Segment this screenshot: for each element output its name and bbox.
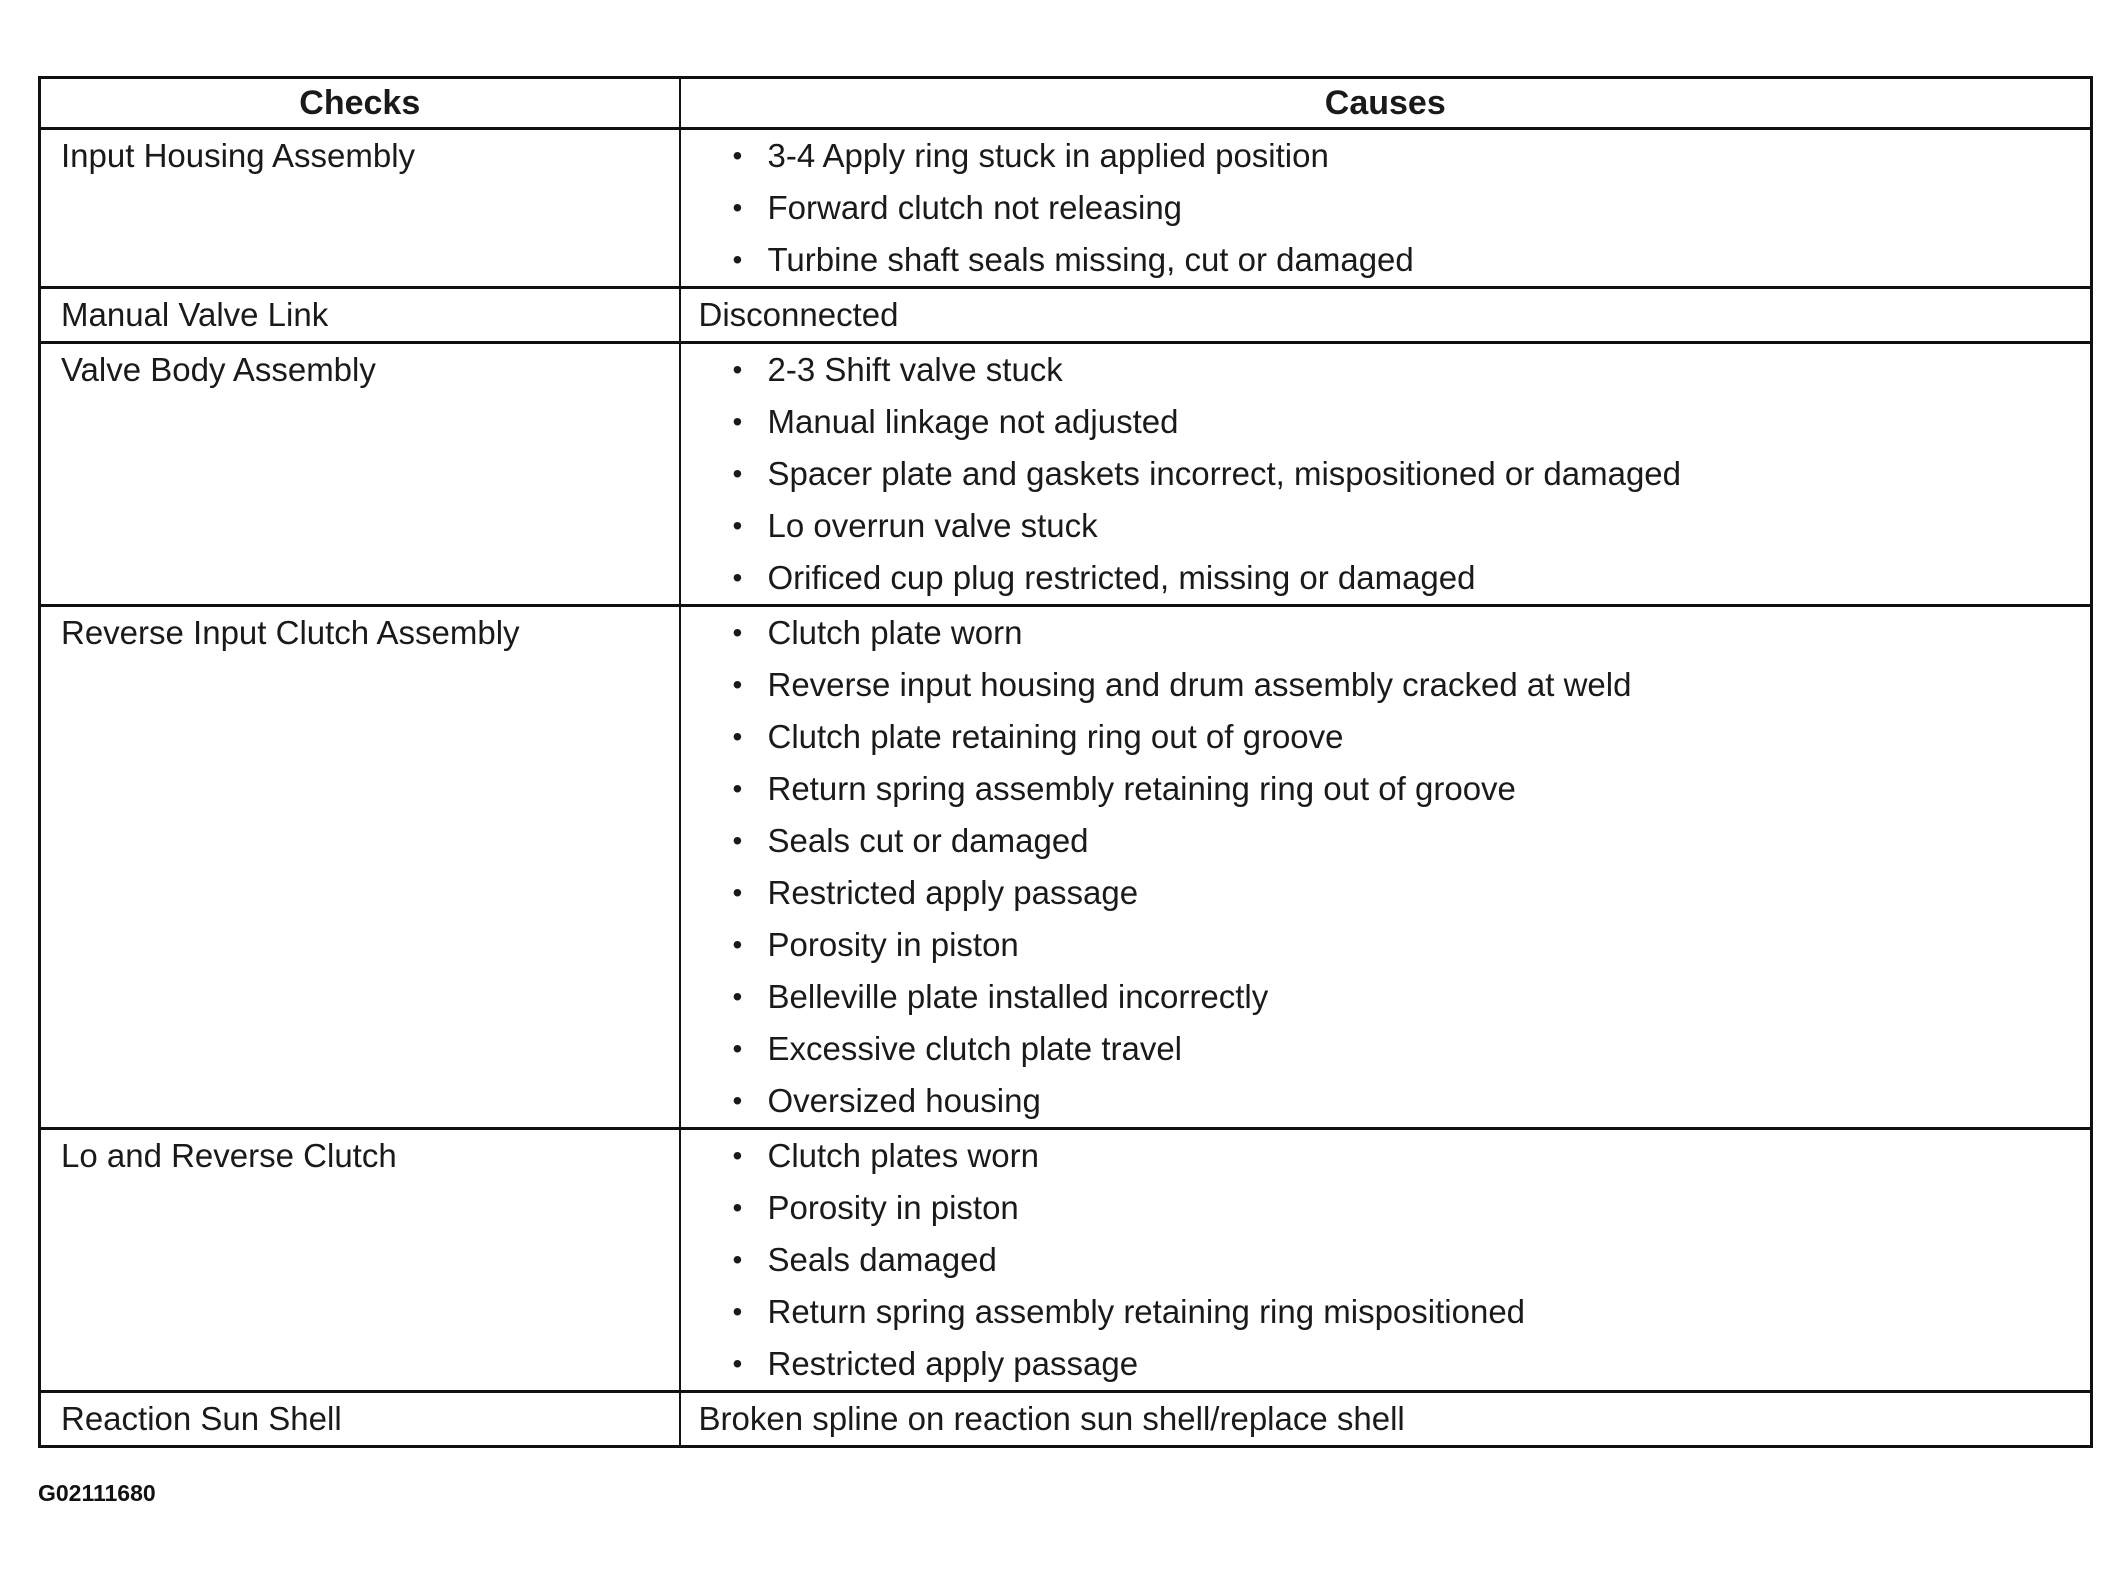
header-causes: Causes: [680, 78, 2092, 129]
table-row: [40, 606, 2092, 1129]
check-cell: Lo and Reverse Clutch: [40, 1129, 680, 1392]
cause-item: • Return spring assembly retaining ring out of groove: [681, 763, 2091, 815]
cause-item: • Spacer plate and gaskets incorrect, mispositioned or damaged: [681, 448, 2091, 500]
cause-item: • Oversized housing: [681, 1075, 2091, 1127]
cause-item: • Lo overrun valve stuck: [681, 500, 2091, 552]
check-cell: Reverse Input Clutch Assembly: [40, 606, 680, 1129]
cause-item: • Return spring assembly retaining ring mispositioned: [681, 1286, 2091, 1338]
check-cell: Reaction Sun Shell: [40, 1392, 680, 1447]
causes-cell: [680, 606, 2092, 1129]
cause-text: Broken spline on reaction sun shell/replace shell: [680, 1392, 2092, 1447]
cause-item: • Clutch plate retaining ring out of groove: [681, 711, 2091, 763]
check-cell: Valve Body Assembly: [40, 343, 680, 606]
cause-item: • Forward clutch not releasing: [681, 182, 2091, 234]
cause-text: Disconnected: [680, 288, 2092, 343]
causes-list: [681, 344, 2091, 604]
cause-item: • Manual linkage not adjusted: [681, 396, 2091, 448]
cause-item: • Restricted apply passage: [681, 1338, 2091, 1390]
cause-item: • Orificed cup plug restricted, missing or damaged: [681, 552, 2091, 604]
cause-item: • Restricted apply passage: [681, 867, 2091, 919]
cause-item: • 3-4 Apply ring stuck in applied position: [681, 130, 2091, 182]
table-row: [40, 1392, 2092, 1447]
cause-item: • Seals cut or damaged: [681, 815, 2091, 867]
cause-item: • Excessive clutch plate travel: [681, 1023, 2091, 1075]
table-row: [40, 343, 2092, 606]
cause-item: • Turbine shaft seals missing, cut or damaged: [681, 234, 2091, 286]
cause-item: • Seals damaged: [681, 1234, 2091, 1286]
check-cell: Input Housing Assembly: [40, 129, 680, 288]
table-row: [40, 288, 2092, 343]
causes-list: [681, 130, 2091, 286]
causes-list: [681, 607, 2091, 1127]
causes-cell: [680, 343, 2092, 606]
header-checks: Checks: [40, 78, 680, 129]
cause-item: • 2-3 Shift valve stuck: [681, 344, 2091, 396]
causes-cell: [680, 1129, 2092, 1392]
causes-list: [681, 1130, 2091, 1390]
cause-item: • Porosity in piston: [681, 919, 2091, 971]
cause-item: • Belleville plate installed incorrectly: [681, 971, 2091, 1023]
cause-item: • Clutch plates worn: [681, 1130, 2091, 1182]
causes-cell: [680, 129, 2092, 288]
cause-item: • Porosity in piston: [681, 1182, 2091, 1234]
document: [38, 76, 2090, 1448]
table-row: [40, 129, 2092, 288]
checks-causes-table: [38, 76, 2093, 1448]
cause-item: • Reverse input housing and drum assembly cracked at weld: [681, 659, 2091, 711]
header-row: [40, 78, 2092, 129]
cause-item: • Clutch plate worn: [681, 607, 2091, 659]
table-row: [40, 1129, 2092, 1392]
figure-code: G02111680: [38, 1480, 156, 1506]
check-cell: Manual Valve Link: [40, 288, 680, 343]
